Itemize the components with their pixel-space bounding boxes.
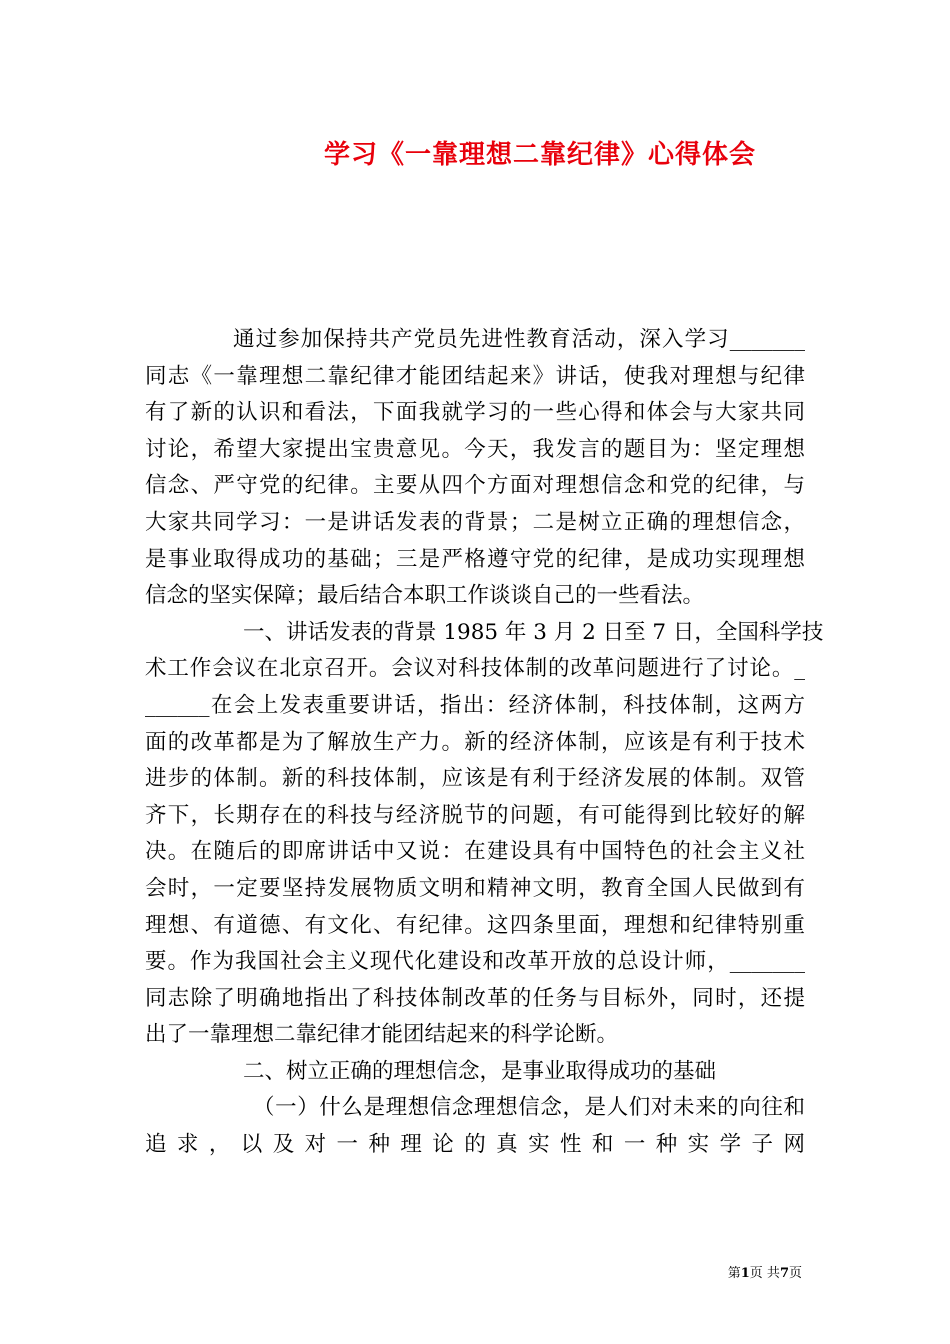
paragraph-line: 进步的体制。新的科技体制，应该是有利于经济发展的体制。双管	[145, 766, 805, 792]
paragraph-line: 通过参加保持共产党员先进性教育活动，深入学习_______	[233, 327, 805, 352]
spread-char: 实	[687, 1132, 710, 1158]
paragraph-line: 同志除了明确地指出了科技体制改革的任务与目标外，同时，还提	[145, 985, 805, 1011]
footer-prefix: 第	[727, 1266, 741, 1281]
paragraph-line: 出了一靠理想二靠纪律才能团结起来的科学论断。	[145, 1022, 619, 1048]
spread-char: 以	[240, 1132, 263, 1158]
paragraph-line: ______在会上发表重要讲话，指出：经济体制，科技体制，这两方	[145, 692, 805, 718]
spread-char: 学	[719, 1132, 742, 1158]
paragraph-line: 理想、有道德、有文化、有纪律。这四条里面，理想和纪律特别重	[145, 912, 805, 938]
footer-suffix: 页	[788, 1266, 802, 1281]
footer-middle: 页 共	[749, 1266, 780, 1281]
spread-char: 真	[496, 1132, 518, 1158]
paragraph-line: 大家共同学习：一是讲话发表的背景；二是树立正确的理想信念，	[145, 509, 805, 535]
spread-char: 子	[751, 1132, 774, 1158]
footer-total-pages: 7	[779, 1266, 789, 1281]
paragraph-line: 信念的坚实保障；最后结合本职工作谈谈自己的一些看法。	[145, 583, 705, 609]
paragraph-line-spread	[145, 1127, 805, 1164]
paragraph-line: 同志《一靠理想二靠纪律才能团结起来》讲话，使我对理想与纪律	[145, 363, 805, 389]
paragraph-line: 是事业取得成功的基础；三是严格遵守党的纪律，是成功实现理想	[145, 546, 805, 572]
spread-char: 求	[176, 1132, 199, 1158]
paragraph-line: 面的改革都是为了解放生产力。新的经济体制，应该是有利于技术	[145, 729, 805, 755]
spread-char: 论	[432, 1132, 454, 1158]
spread-char: 种	[368, 1132, 390, 1158]
spread-char: 性	[559, 1132, 582, 1158]
paragraph-line: 有了新的认识和看法，下面我就学习的一些心得和体会与大家共同	[145, 400, 805, 426]
paragraph-line: 决。在随后的即席讲话中又说：在建设具有中国特色的社会主义社	[145, 839, 805, 865]
spread-char: 的	[464, 1132, 486, 1158]
paragraph-line: 齐下，长期存在的科技与经济脱节的问题，有可能得到比较好的解	[145, 802, 805, 828]
spread-char: 一	[336, 1132, 359, 1158]
spread-char: 追	[145, 1132, 167, 1158]
spread-char: 实	[528, 1132, 550, 1158]
spread-char: 网	[783, 1132, 805, 1158]
paragraph-line: 术工作会议在北京召开。会议对科技体制的改革问题进行了讨论。_	[145, 656, 805, 682]
footer-page-number: 1	[740, 1266, 750, 1281]
paragraph-line: 要。作为我国社会主义现代化建设和改革开放的总设计师，_______	[145, 949, 805, 975]
paragraph-line: 信念、严守党的纪律。主要从四个方面对理想信念和党的纪律，与	[145, 473, 805, 499]
paragraph-line: 一、讲话发表的背景 1985 年 3 月 2 日至 7 日，全国科学技	[243, 619, 824, 645]
spread-char: ，	[208, 1132, 231, 1158]
spread-char: 一	[623, 1132, 646, 1158]
document-body	[145, 322, 824, 1164]
spread-char: 对	[304, 1132, 327, 1158]
paragraph-line: 会时，一定要坚持发展物质文明和精神文明，教育全国人民做到有	[145, 875, 805, 901]
spread-char: 理	[400, 1132, 422, 1158]
spread-char: 和	[591, 1132, 614, 1158]
spread-char: 及	[272, 1132, 295, 1158]
page-footer	[728, 1262, 802, 1281]
spread-char: 种	[655, 1132, 678, 1158]
paragraph-line: 讨论，希望大家提出宝贵意见。今天，我发言的题目为：坚定理想	[145, 436, 805, 462]
section-heading: 二、树立正确的理想信念，是事业取得成功的基础	[243, 1058, 717, 1084]
document-title: 学习《一靠理想二靠纪律》心得体会	[323, 140, 756, 170]
paragraph-line: （一）什么是理想信念理想信念，是人们对未来的向往和	[253, 1095, 805, 1121]
